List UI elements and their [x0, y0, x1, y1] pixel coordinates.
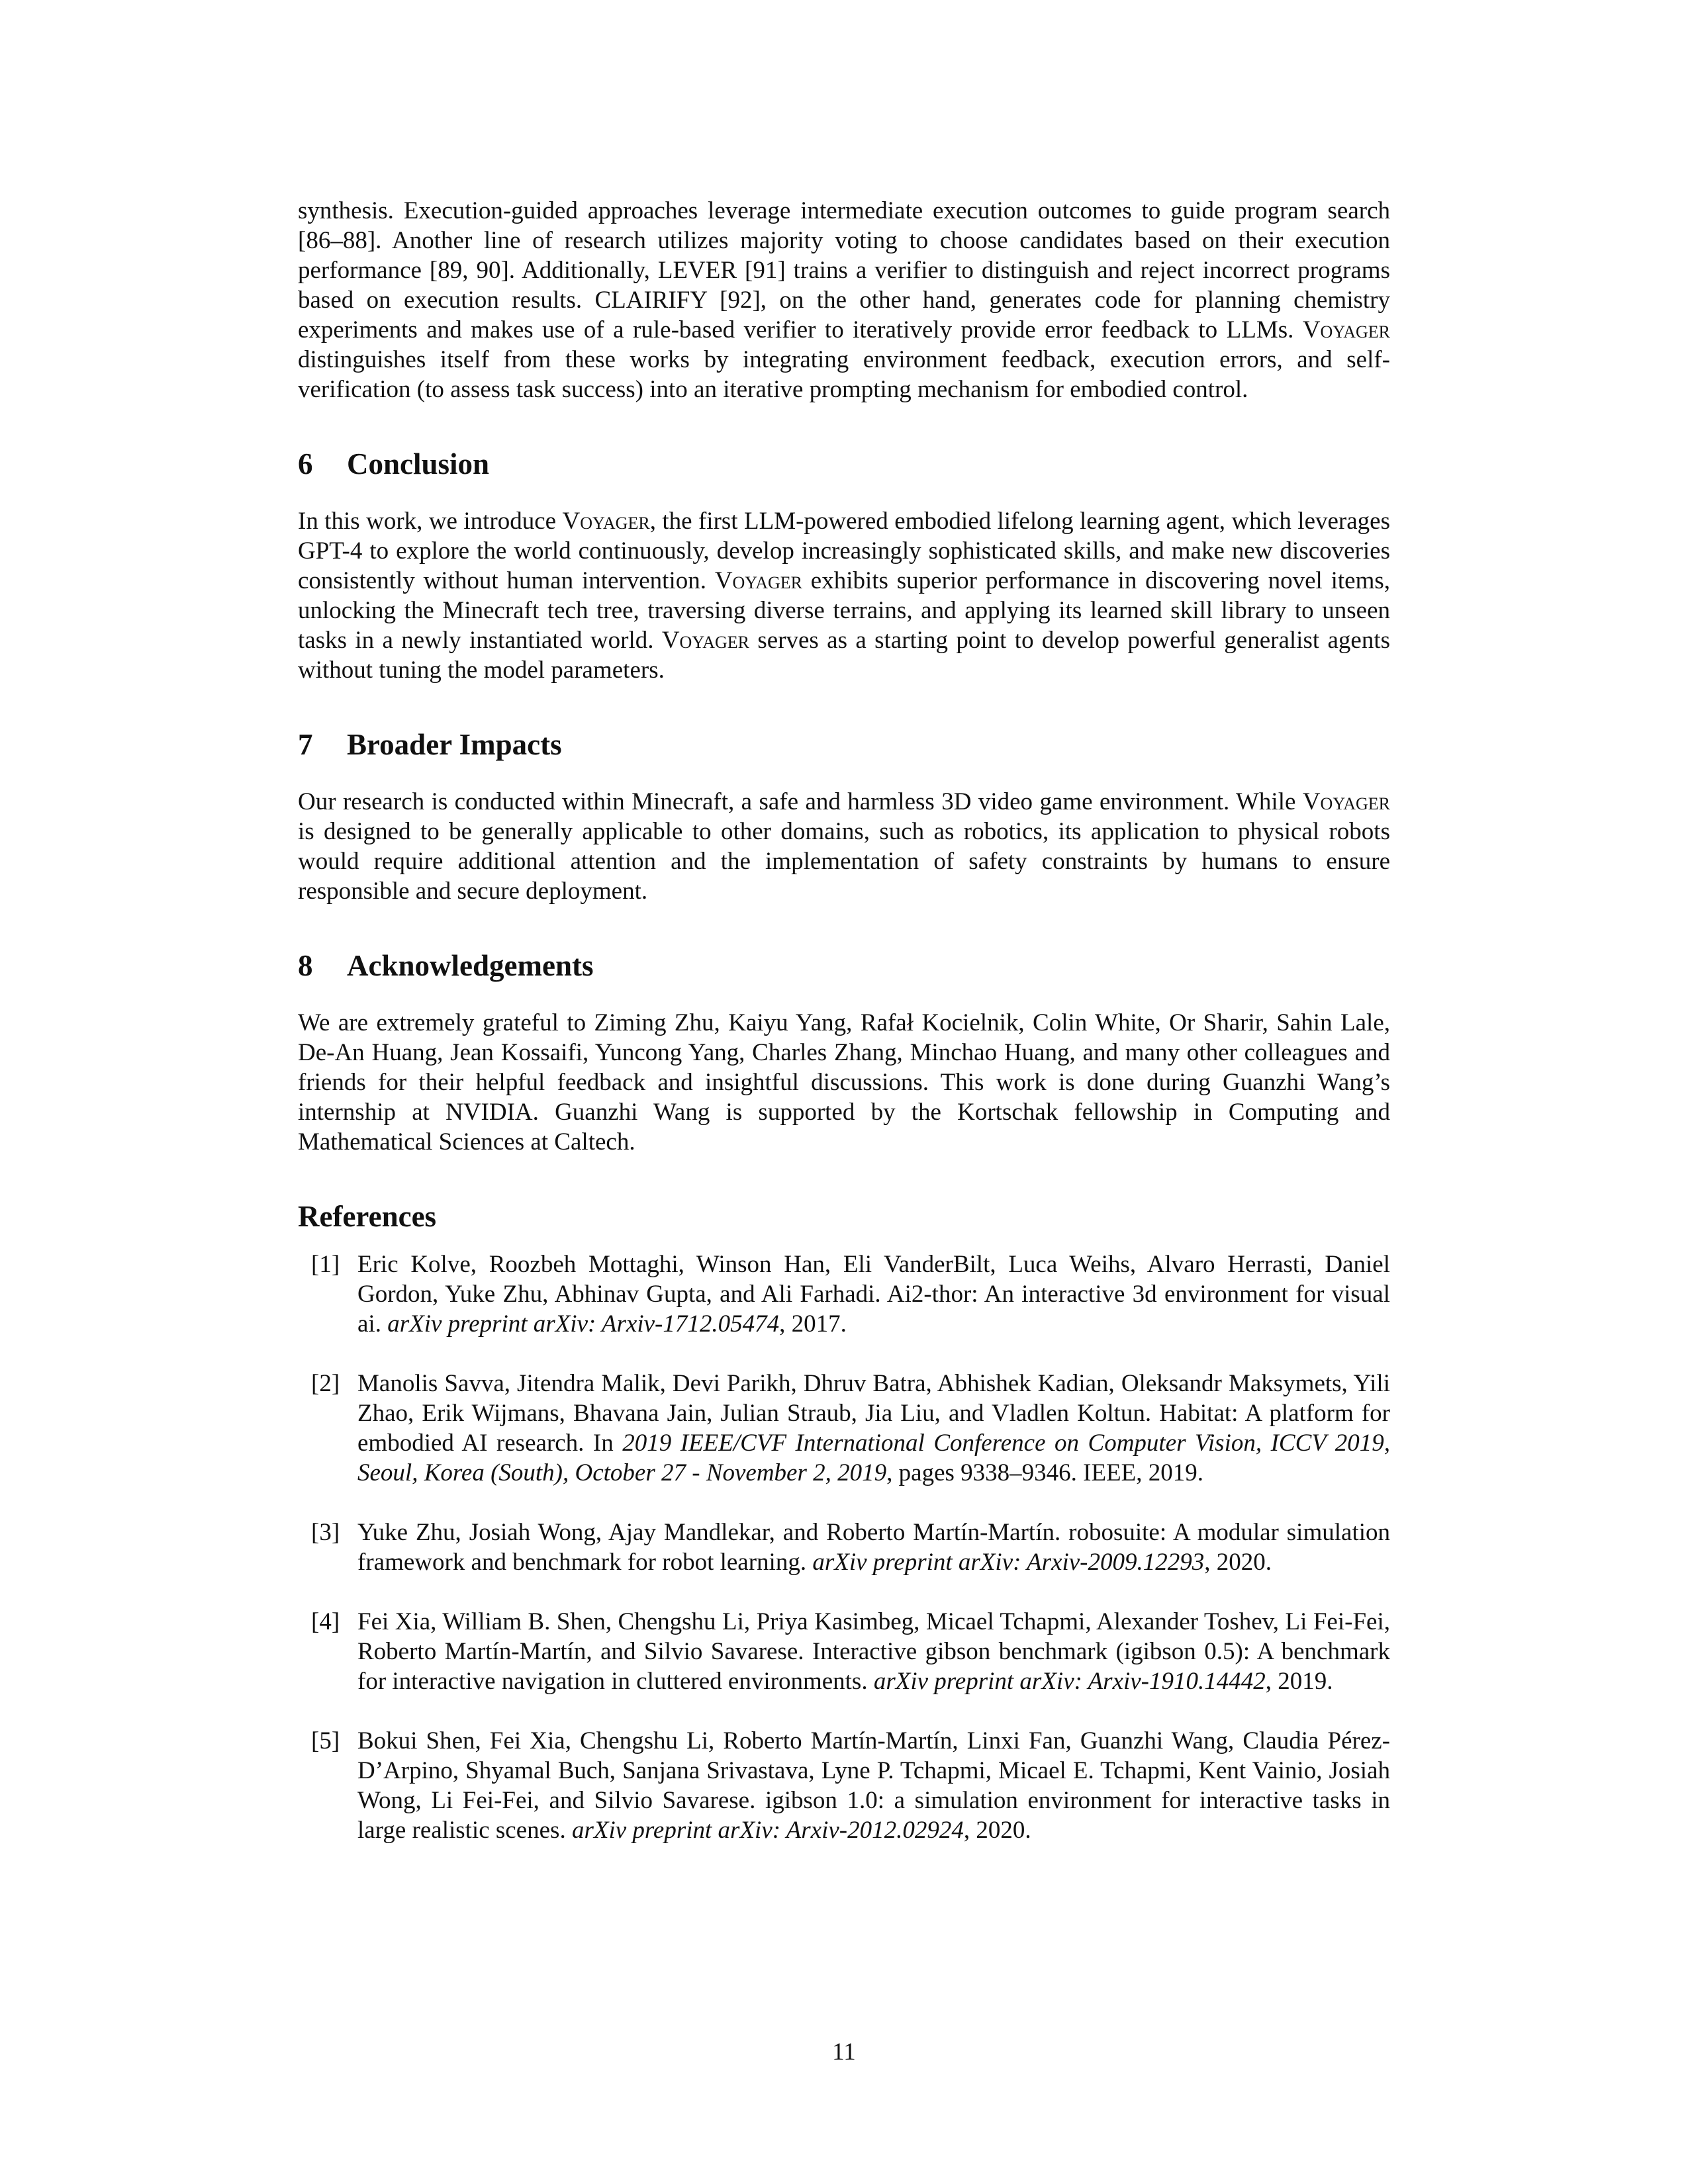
page-content	[298, 196, 1390, 1875]
references-heading: References	[298, 1200, 437, 1233]
page-number: 11	[832, 2038, 856, 2066]
reference-item: [4] Fei Xia, William B. Shen, Chengshu Li, Priya Kasimbeg, Micael Tchapmi, Alexander Toshev, Li Fei-Fei, Roberto Martín-Martín, and Silvio Savarese. Interactive gibson benchmark (igibson 0.5): A benchmark for interactive navigation in cluttered environments. arXiv preprint arXiv: Arxiv-1910.14442, 2019.	[311, 1608, 1390, 1695]
conclusion-paragraph: In this work, we introduce Voyager, the first LLM-powered embodied lifelong learning agent, which leverages GPT-4 to explore the world continuously, develop increasingly sophisticated skills, and make new discoveries consistently without human intervention. Voyager exhibits superior performance in discovering novel items, unlocking the Minecraft tech tree, traversing diverse terrains, and applying its learned skill library to unseen tasks in a newly instantiated world. Voyager serves as a starting point to develop powerful generalist agents without tuning the model parameters.	[298, 508, 1391, 684]
reference-item: [2] Manolis Savva, Jitendra Malik, Devi Parikh, Dhruv Batra, Abhishek Kadian, Oleksandr Maksymets, Yili Zhao, Erik Wijmans, Bhavana Jain, Julian Straub, Jia Liu, and Vladlen Koltun. Habitat: A platform for embodied AI research. In 2019 IEEE/CVF International Conference on Computer Vision, ICCV 2019, Seoul, Korea (South), October 27 - November 2, 2019, pages 9338–9346. IEEE, 2019.	[311, 1370, 1390, 1486]
reference-label: [2]	[311, 1370, 340, 1397]
reference-item: [1] Eric Kolve, Roozbeh Mottaghi, Winson Han, Eli VanderBilt, Luca Weihs, Alvaro Herrasti, Daniel Gordon, Yuke Zhu, Abhinav Gupta, and Ali Farhadi. Ai2-thor: An interactive 3d environment for visual ai. arXiv preprint arXiv: Arxiv-1712.05474, 2017.	[311, 1251, 1390, 1338]
reference-item: [5] Bokui Shen, Fei Xia, Chengshu Li, Roberto Martín-Martín, Linxi Fan, Guanzhi Wang, Claudia Pérez-D’Arpino, Shyamal Buch, Sanjana Srivastava, Lyne P. Tchapmi, Micael E. Tchapmi, Kent Vainio, Josiah Wong, Li Fei-Fei, and Silvio Savarese. igibson 1.0: a simulation environment for interactive tasks in large realistic scenes. arXiv preprint arXiv: Arxiv-2012.02924, 2020.	[311, 1727, 1390, 1844]
reference-venue: arXiv preprint arXiv: Arxiv-1712.05474	[387, 1310, 780, 1338]
voyager-name: Voyager	[714, 567, 802, 594]
reference-venue: arXiv preprint arXiv: Arxiv-2009.12293	[812, 1549, 1205, 1576]
acknowledgements-paragraph: We are extremely grateful to Ziming Zhu, Kaiyu Yang, Rafał Kocielnik, Colin White, Or Sharir, Sahin Lale, De-An Huang, Jean Kossaifi, Yuncong Yang, Charles Zhang, Minchao Huang, and many other colleagues and friends for their helpful feedback and insightful discussions. This work is done during Guanzhi Wang’s internship at NVIDIA. Guanzhi Wang is supported by the Kortschak fellowship in Computing and Mathematical Sciences at Caltech.	[298, 1009, 1390, 1156]
reference-label: [5]	[311, 1727, 340, 1754]
reference-item: [3] Yuke Zhu, Josiah Wong, Ajay Mandlekar, and Roberto Martín-Martín. robosuite: A modular simulation framework and benchmark for robot learning. arXiv preprint arXiv: Arxiv-2009.12293, 2020.	[311, 1519, 1390, 1576]
voyager-name: Voyager	[562, 508, 650, 535]
reference-venue: arXiv preprint arXiv: Arxiv-2012.02924	[571, 1817, 964, 1844]
voyager-name: Voyager	[1302, 788, 1390, 815]
intro-paragraph: synthesis. Execution-guided approaches leverage intermediate execution outcomes to guide program search [86–88]. Another line of research utilizes majority voting to choose candidates based on their execution performance [89, 90]. Additionally, LEVER [91] trains a verifier to distinguish and reject incorrect programs based on execution results. CLAIRIFY [92], on the other hand, generates code for planning chemistry experiments and makes use of a rule-based verifier to iteratively provide error feedback to LLMs. Voyager distinguishes itself from these works by integrating environment feedback, execution errors, and self-verification (to assess task success) into an iterative prompting mechanism for embodied control.	[298, 197, 1390, 403]
reference-label: [1]	[311, 1251, 340, 1278]
reference-label: [3]	[311, 1519, 340, 1546]
reference-label: [4]	[311, 1608, 340, 1635]
voyager-name: Voyager	[661, 627, 749, 654]
reference-venue: arXiv preprint arXiv: Arxiv-1910.14442	[873, 1668, 1266, 1695]
broader-impacts-paragraph: Our research is conducted within Minecraft, a safe and harmless 3D video game environment. While Voyager is designed to be generally applicable to other domains, such as robotics, its application to physical robots would require additional attention and the implementation of safety constraints by humans to ensure responsible and secure deployment.	[298, 788, 1390, 905]
section-heading-broader-impacts: 7 Broader Impacts	[298, 728, 562, 761]
voyager-name: Voyager	[1302, 316, 1390, 343]
reference-venue: 2019 IEEE/CVF International Conference on Computer Vision, ICCV 2019, Seoul, Korea (South), October 27 - November 2, 2019	[357, 1430, 1390, 1486]
section-heading-acknowledgements: 8 Acknowledgements	[298, 949, 594, 982]
reference-list	[298, 1250, 1390, 1845]
section-heading-conclusion: 6 Conclusion	[298, 447, 490, 480]
